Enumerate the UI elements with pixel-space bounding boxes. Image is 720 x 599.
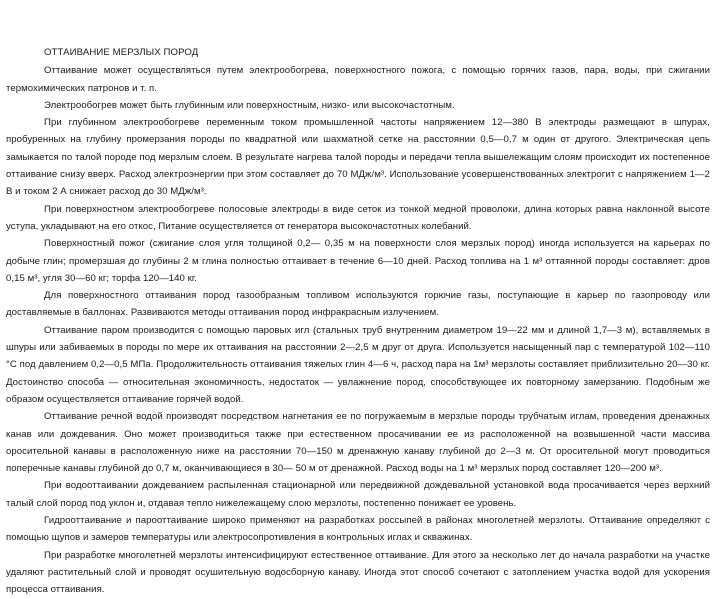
paragraph-sprinkling: При водооттаивании дождеванием распыленная стационарной или передвижной дождевальной установкой вода просачивается через верхний талый слой пород под уклон и, отдавая тепло нижележащему слою мерзлоты, постепенно понижает ее уровень. xyxy=(6,480,710,509)
paragraph-steam-thawing: Оттаивание паром производится с помощью паровых игл (стальных труб внутренним диаметром 19—22 мм и длиной 1,7—3 м), вставляемых в шпуры или забиваемых в породы по мере их оттаивания на расстоянии 2—2,5 м друг от друга. Используется насыщенный пар с температурой 102—110 °С под давлением 0,2—0,5 МПа. Продолжительность оттаивания тяжелых глин 4—6 ч, расход пара на 1м³ мерзлоты составляет приблизительно 20—30 кг. Достоинство способа — относительная экономичность, недостаток — увлажнение пород, способствующее их повторному замерзанию. Подобным же образом осуществляется оттаивание горячей водой. xyxy=(6,324,710,405)
paragraph-permafrost-development: При разработке многолетней мерзлоты интенсифицируют естественное оттаивание. Для этого за несколько лет до начала разработки на участке удаляют растительный слой и проводят осушительную водосборную канаву. Иногда этот способ сочетают с затоплением участка водой для ускорения процесса оттаивания. xyxy=(6,549,710,596)
paragraph-gas-thawing: Для поверхностного оттаивания пород газообразным топливом используются горючие газы, поступающие в карьер по газопроводу или доставляемые в баллонах. Развиваются методы оттаивания пород инфракрасным излучением. xyxy=(6,290,710,319)
paragraph-thawing-methods: Оттаивание может осуществляться путем электрообогрева, поверхностного пожога, с помощью горячих газов, пара, воды, при сжигании термохимических патронов и т. п. xyxy=(6,65,710,94)
paragraph-deep-electroheating: При глубинном электрообогреве переменным током промышленной частоты напряжением 12—380 В электроды размещают в шпурах, пробуренных на глубину промерзания породы по квадратной или шахматной сетке на расстоянии 0,5—0,7 м один от другого. Электрическая цепь замыкается по талой породе под мерзлым слоем. В результате нагрева талой породы и передачи тепла вышележащим слоям происходит их постепенное оттаивание снизу вверх. Расход электроэнергии при этом составляет до 70 МДж/м³. Использование усовершенствованных электрогит с напряжением 1—2 В и током 2 А снижает расход до 30 МДж/м³. xyxy=(6,117,710,198)
paragraph-electroheating-types: Электрообогрев может быть глубинным или поверхностным, низко- или высокочастотным. xyxy=(44,99,455,111)
paragraph-hydro-steam-thawing: Гидрооттаивание и парооттаивание широко применяют на разработках россыпей в районах многолетней мерзлоты. Оттаивание определяют с помощью щупов и замеров температуры или электросопротивления в контрольных иглах и скважинах. xyxy=(6,515,710,544)
paragraph-surface-electroheating: При поверхностном электрообогреве полосовые электроды в виде сеток из тонкой медной проволоки, длина которых равна наклонной высоте уступа, укладывают на его откос, Питание осуществляется от генератора высокочастотных колебаний. xyxy=(6,203,710,232)
paragraph-surface-burning: Поверхностный пожог (сжигание слоя угля толщиной 0,2— 0,35 м на поверхности слоя мерзлых пород) иногда используется на карьерах по добыче глин; промерзшая до глубины 2 м глина полностью оттаивает в течение 6—10 дней. Расход топлива на 1 м³ оттаянной породы составляет: дров 0,15 м³, угля 30—60 кг; торфа 120—140 кг. xyxy=(6,238,710,284)
paragraph-river-water-thawing: Оттаивание речной водой производят посредством нагнетания ее по погружаемым в мерзлые породы трубчатым иглам, проведения дренажных канав или дождевания. Оно может производиться также при естественном просачивании ее из расположенной на возвышенной части массива оросительной канавы в расположенную ниже на расстоянии 70—150 м дренажную канаву глубиной до 2—3 м. От оросительной могут проводиться поперечные канавы глубиной до 0,7 м, оканчивающиеся в 30— 50 м от дренажной. Расход воды на 1 м³ мерзлых пород составляет 120—200 м³. xyxy=(6,411,710,475)
document-title: ОТТАИВАНИЕ МЕРЗЛЫХ ПОРОД xyxy=(44,47,199,58)
